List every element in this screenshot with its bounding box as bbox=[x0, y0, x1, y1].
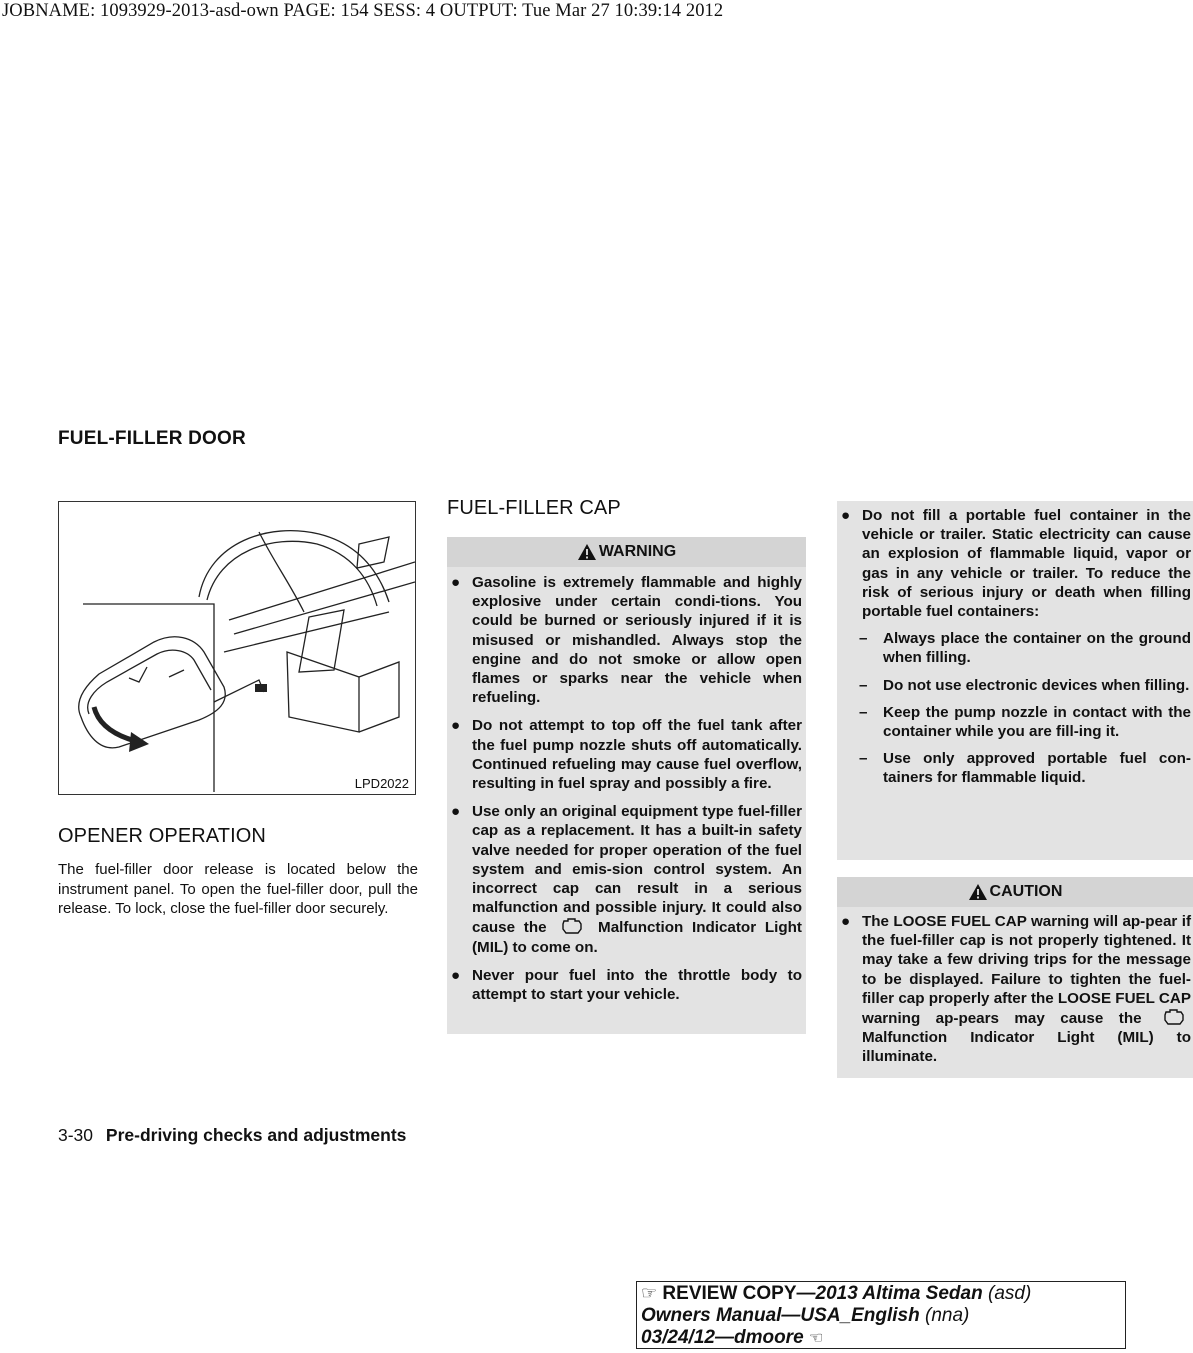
caution-triangle-icon bbox=[968, 883, 988, 901]
bullet-icon: ● bbox=[451, 966, 461, 984]
section-title: FUEL-FILLER DOOR bbox=[58, 428, 246, 449]
portable-dash-item: – Always place the container on the ground when filling. bbox=[859, 630, 1191, 667]
pointing-hand-left-icon: ☜ bbox=[808, 1330, 824, 1347]
release-lever-illustration bbox=[59, 502, 415, 794]
warning-item: ● Use only an original equipment type fuel-filler cap as a replacement. It has a built-in safety valve needed for proper operation of the fuel system and emis-sion control system. An incorrect cap can result in a serious malfunction and possible injury. It could also cause the Malfunction Indicator Light (MIL) to come on. bbox=[451, 803, 802, 956]
caution-item: ● The LOOSE FUEL CAP warning will ap-pear if the fuel-filler cap is not properly tightened. It may take a few driving trips for the message to be displayed. Failure to tighten the fuel-filler cap properly after the LOOSE FUEL CAP warning ap-pears may cause the Malfunction Indicator Light (MIL) to illuminate. bbox=[841, 913, 1191, 1066]
figure-code: LPD2022 bbox=[354, 776, 409, 791]
portable-dash-item: – Do not use electronic devices when filling. bbox=[859, 676, 1190, 694]
bullet-icon: ● bbox=[451, 717, 461, 735]
portable-container-list bbox=[837, 506, 1191, 796]
cap-heading: FUEL-FILLER CAP bbox=[447, 497, 621, 519]
opener-text: The fuel-filler door release is located below the instrument panel. To open the fuel-filler door, pull the release. To lock, close the fuel-filler door securely. bbox=[58, 861, 418, 917]
warning-item: ● Do not attempt to top off the fuel tank after the fuel pump nozzle shuts off automatically. Continued refueling may cause fuel overflow, resulting in fuel spray and possibly a fire. bbox=[451, 717, 802, 793]
page-number: 3-30 bbox=[58, 1125, 94, 1145]
opener-heading: OPENER OPERATION bbox=[58, 825, 266, 847]
pointing-hand-icon: ☞ bbox=[641, 1283, 658, 1303]
portable-item: ● Do not fill a portable fuel container in the vehicle or trailer. Static electricity can cause an explosion of flammable liquid, vapor or gas in any vehicle or trailer. To reduce the risk of serious injury or death when filling portable fuel containers: bbox=[841, 507, 1191, 621]
warning-list bbox=[447, 573, 802, 1013]
page-footer bbox=[58, 1125, 406, 1146]
bullet-icon: ● bbox=[451, 803, 461, 821]
bullet-icon: ● bbox=[451, 574, 461, 591]
job-header: JOBNAME: 1093929-2013-asd-own PAGE: 154 SESS: 4 OUTPUT: Tue Mar 27 10:39:14 2012 bbox=[2, 1, 724, 21]
warning-banner bbox=[447, 537, 806, 567]
caution-banner bbox=[837, 877, 1193, 907]
bullet-icon: ● bbox=[841, 507, 851, 524]
warning-item: ● Never pour fuel into the throttle body to attempt to start your vehicle. bbox=[451, 966, 802, 1004]
malfunction-indicator-icon bbox=[555, 917, 589, 935]
caution-label: CAUTION bbox=[989, 883, 1063, 900]
chapter-title: Pre-driving checks and adjustments bbox=[105, 1125, 407, 1145]
caution-list bbox=[837, 912, 1191, 1076]
bullet-icon: ● bbox=[841, 913, 851, 930]
portable-dash-item: – Keep the pump nozzle in contact with the container while you are fill-ing it. bbox=[859, 703, 1191, 741]
malfunction-indicator-icon bbox=[1157, 1008, 1191, 1026]
warning-item: ● Gasoline is extremely flammable and highly explosive under certain condi-tions. You could be burned or seriously injured if it is misused or mishandled. Always stop the engine and do not smoke or allow open flames or sparks near the vehicle when refueling. bbox=[451, 574, 802, 707]
review-copy-stamp: ☞ REVIEW COPY—2013 Altima Sedan (asd) Owners Manual—USA_English (nna) 03/24/12—dmoore ☜ bbox=[636, 1281, 1126, 1349]
warning-triangle-icon bbox=[577, 543, 597, 561]
portable-dash-item: – Use only approved portable fuel con-tainers for flammable liquid. bbox=[859, 750, 1191, 787]
warning-label: WARNING bbox=[598, 543, 677, 560]
fuel-door-release-figure bbox=[58, 501, 416, 795]
